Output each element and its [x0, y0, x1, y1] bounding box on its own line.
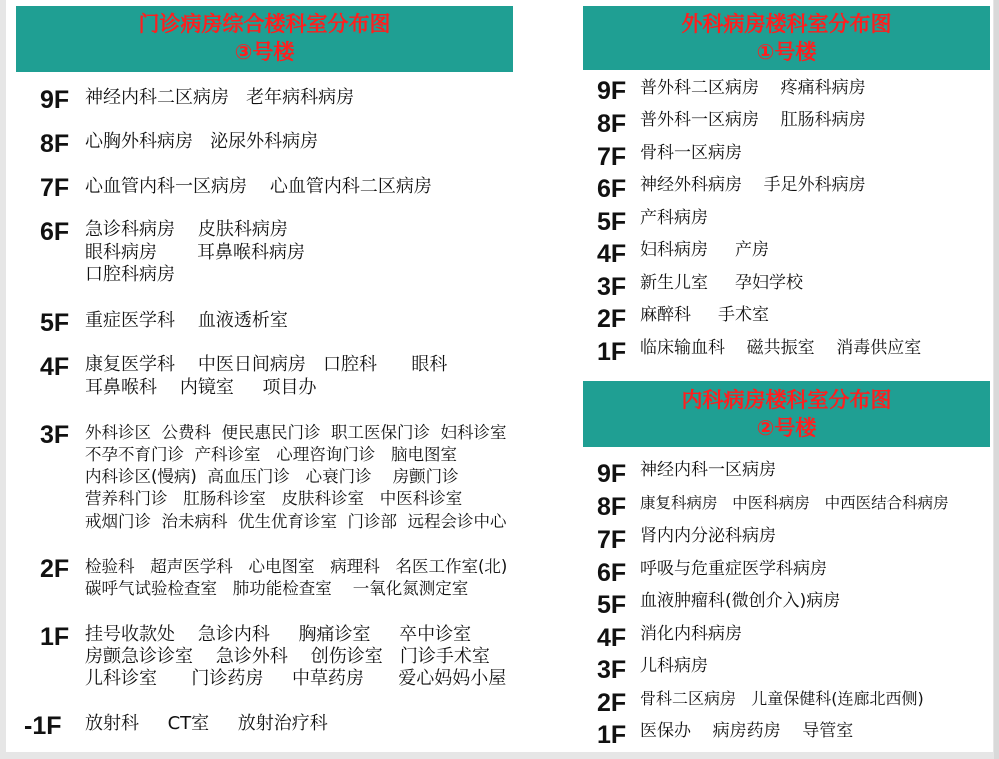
- floor-label: 7F: [40, 174, 70, 202]
- building-3-title: 门诊病房综合楼科室分布图: [138, 12, 391, 36]
- floor-departments: 戒烟门诊 治未病科 优生优育诊室 门诊部 远程会诊中心: [85, 512, 507, 531]
- floor-departments: 产科病房: [640, 208, 708, 228]
- floor-label: 3F: [40, 421, 70, 449]
- floor-departments: 放射科 CT室 放射治疗科: [85, 713, 328, 734]
- building-1-title: 外科病房楼科室分布图: [681, 12, 892, 36]
- floor-departments: 神经内科一区病房: [640, 460, 776, 480]
- floor-label: 8F: [597, 110, 627, 138]
- floor-label: 1F: [40, 623, 70, 651]
- floor-departments: 临床输血科 磁共振室 消毒供应室: [640, 338, 922, 358]
- floor-label: 9F: [597, 460, 627, 488]
- floor-departments: 康复医学科 中医日间病房 口腔科 眼科: [85, 354, 448, 375]
- building-2-title: 内科病房楼科室分布图: [681, 388, 892, 412]
- building-2-subtitle: ②号楼: [756, 416, 817, 440]
- floor-label: 4F: [597, 624, 627, 652]
- floor-label: 9F: [597, 77, 627, 105]
- floor-departments: 口腔科病房: [85, 264, 175, 285]
- floor-label: 2F: [597, 305, 627, 333]
- building-2-header: [583, 381, 990, 447]
- building-3-header: [16, 6, 513, 72]
- floor-departments: 新生儿室 孕妇学校: [640, 273, 804, 293]
- floor-label: 1F: [597, 721, 627, 749]
- floor-departments: 医保办 病房药房 导管室: [640, 721, 854, 741]
- board-edge: [994, 0, 999, 759]
- floor-departments: 儿科病房: [640, 656, 708, 676]
- floor-label: 4F: [40, 353, 70, 381]
- floor-departments: 神经外科病房 手足外科病房: [640, 175, 866, 195]
- floor-label: 6F: [597, 175, 627, 203]
- floor-departments: 房颤急诊诊室 急诊外科 创伤诊室 门诊手术室: [85, 646, 490, 667]
- floor-departments: 急诊科病房 皮肤科病房: [85, 219, 288, 240]
- floor-label: 6F: [40, 218, 70, 246]
- floor-departments: 血液肿瘤科(微创介入)病房: [640, 591, 841, 611]
- floor-label: -1F: [24, 712, 62, 740]
- floor-departments: 神经内科二区病房 老年病科病房: [85, 87, 355, 108]
- floor-label: 2F: [597, 689, 627, 717]
- floor-departments: 骨科一区病房: [640, 143, 742, 163]
- floor-departments: 重症医学科 血液透析室: [85, 310, 288, 331]
- floor-label: 5F: [597, 208, 627, 236]
- floor-label: 8F: [40, 130, 70, 158]
- floor-label: 7F: [597, 143, 627, 171]
- floor-label: 4F: [597, 240, 627, 268]
- floor-label: 2F: [40, 555, 70, 583]
- floor-departments: 麻醉科 手术室: [640, 305, 770, 325]
- building-1-header: [583, 6, 990, 70]
- floor-departments: 不孕不育门诊 产科诊室 心理咨询门诊 脑电图室: [85, 445, 457, 464]
- floor-departments: 营养科门诊 肛肠科诊室 皮肤科诊室 中医科诊室: [85, 489, 463, 508]
- floor-departments: 挂号收款处 急诊内科 胸痛诊室 卒中诊室: [85, 624, 472, 645]
- floor-departments: 骨科二区病房 儿童保健科(连廊北西侧): [640, 689, 924, 708]
- floor-label: 3F: [597, 273, 627, 301]
- floor-departments: 检验科 超声医学科 心电图室 病理科 名医工作室(北): [85, 557, 508, 576]
- floor-label: 3F: [597, 656, 627, 684]
- floor-departments: 肾内内分泌科病房: [640, 526, 776, 546]
- floor-departments: 眼科病房 耳鼻喉科病房: [85, 242, 306, 263]
- floor-departments: 碳呼气试验检查室 肺功能检查室 一氧化氮测定室: [85, 579, 469, 598]
- building-3-subtitle: ③号楼: [234, 40, 295, 64]
- floor-label: 9F: [40, 86, 70, 114]
- floor-departments: 耳鼻喉科 内镜室 项目办: [85, 377, 317, 398]
- floor-label: 8F: [597, 493, 627, 521]
- building-1-subtitle: ①号楼: [756, 40, 817, 64]
- floor-departments: 康复科病房 中医科病房 中西医结合科病房: [640, 494, 949, 512]
- floor-label: 7F: [597, 526, 627, 554]
- floor-departments: 内科诊区(慢病) 高血压门诊 心衰门诊 房颤门诊: [85, 467, 459, 486]
- floor-departments: 妇科病房 产房: [640, 240, 770, 260]
- floor-label: 5F: [40, 309, 70, 337]
- floor-label: 5F: [597, 591, 627, 619]
- floor-departments: 心胸外科病房 泌尿外科病房: [85, 131, 319, 152]
- floor-departments: 普外科二区病房 疼痛科病房: [640, 78, 866, 98]
- floor-departments: 儿科诊室 门诊药房 中草药房 爱心妈妈小屋: [85, 668, 507, 689]
- floor-departments: 普外科一区病房 肛肠科病房: [640, 110, 866, 130]
- floor-departments: 心血管内科一区病房 心血管内科二区病房: [85, 176, 432, 197]
- floor-departments: 外科诊区 公费科 便民惠民门诊 职工医保门诊 妇科诊室: [85, 423, 507, 442]
- floor-departments: 消化内科病房: [640, 624, 742, 644]
- floor-departments: 呼吸与危重症医学科病房: [640, 559, 827, 579]
- floor-label: 6F: [597, 559, 627, 587]
- floor-label: 1F: [597, 338, 627, 366]
